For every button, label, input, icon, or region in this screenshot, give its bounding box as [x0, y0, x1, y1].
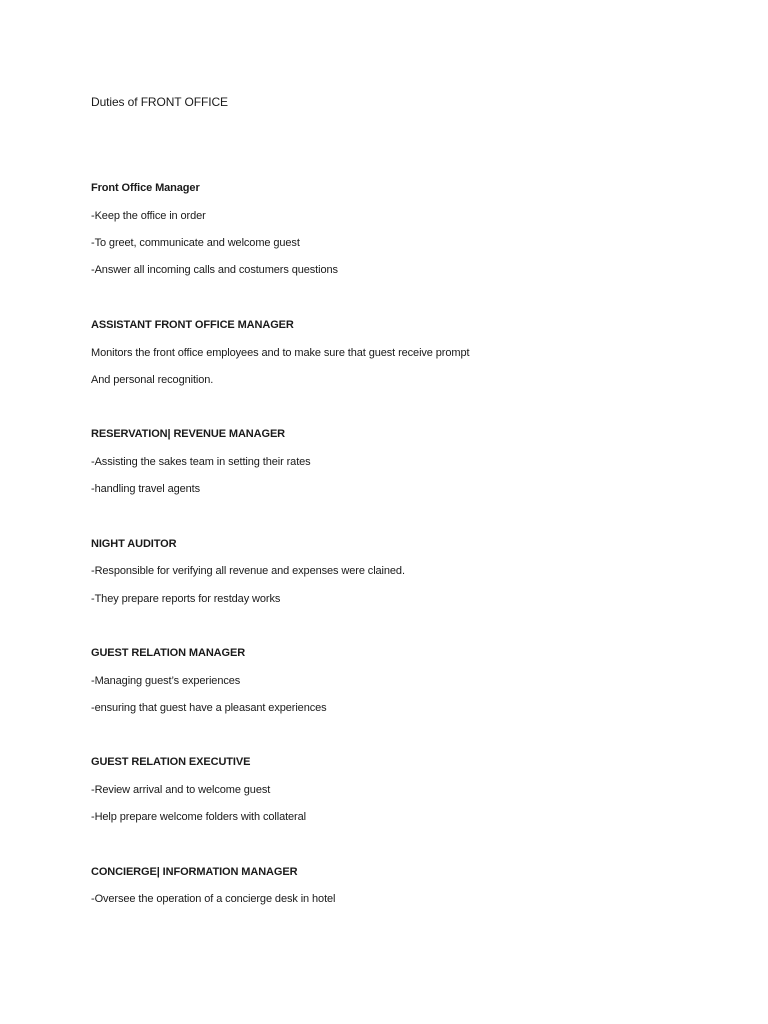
section-heading-concierge-information-manager: CONCIERGE| INFORMATION MANAGER — [91, 866, 298, 878]
section-line: Monitors the front office employees and to make sure that guest receive prompt — [91, 347, 470, 359]
section-line: -To greet, communicate and welcome guest — [91, 237, 300, 249]
section-heading-front-office-manager: Front Office Manager — [91, 182, 200, 194]
section-heading-guest-relation-manager: GUEST RELATION MANAGER — [91, 647, 246, 659]
section-heading-guest-relation-executive: GUEST RELATION EXECUTIVE — [91, 756, 251, 768]
section-line: -Review arrival and to welcome guest — [91, 784, 271, 796]
section-line: -ensuring that guest have a pleasant experiences — [91, 702, 327, 714]
section-line: -Assisting the sakes team in setting their rates — [91, 456, 311, 468]
section-line: -handling travel agents — [91, 483, 200, 495]
section-heading-reservation-revenue-manager: RESERVATION| REVENUE MANAGER — [91, 428, 286, 440]
section-line: -Responsible for verifying all revenue and expenses were clained. — [91, 565, 405, 577]
section-line: -Keep the office in order — [91, 210, 206, 222]
section-line: -Managing guest’s experiences — [91, 675, 241, 687]
section-line: -Help prepare welcome folders with collateral — [91, 811, 306, 823]
section-line: -They prepare reports for restday works — [91, 593, 281, 605]
document-title: Duties of FRONT OFFICE — [91, 95, 228, 109]
section-line: -Answer all incoming calls and costumers questions — [91, 264, 338, 276]
section-heading-night-auditor: NIGHT AUDITOR — [91, 538, 177, 550]
section-line: -Oversee the operation of a concierge desk in hotel — [91, 893, 336, 905]
section-heading-assistant-front-office-manager: ASSISTANT FRONT OFFICE MANAGER — [91, 319, 294, 331]
section-line: And personal recognition. — [91, 374, 214, 386]
